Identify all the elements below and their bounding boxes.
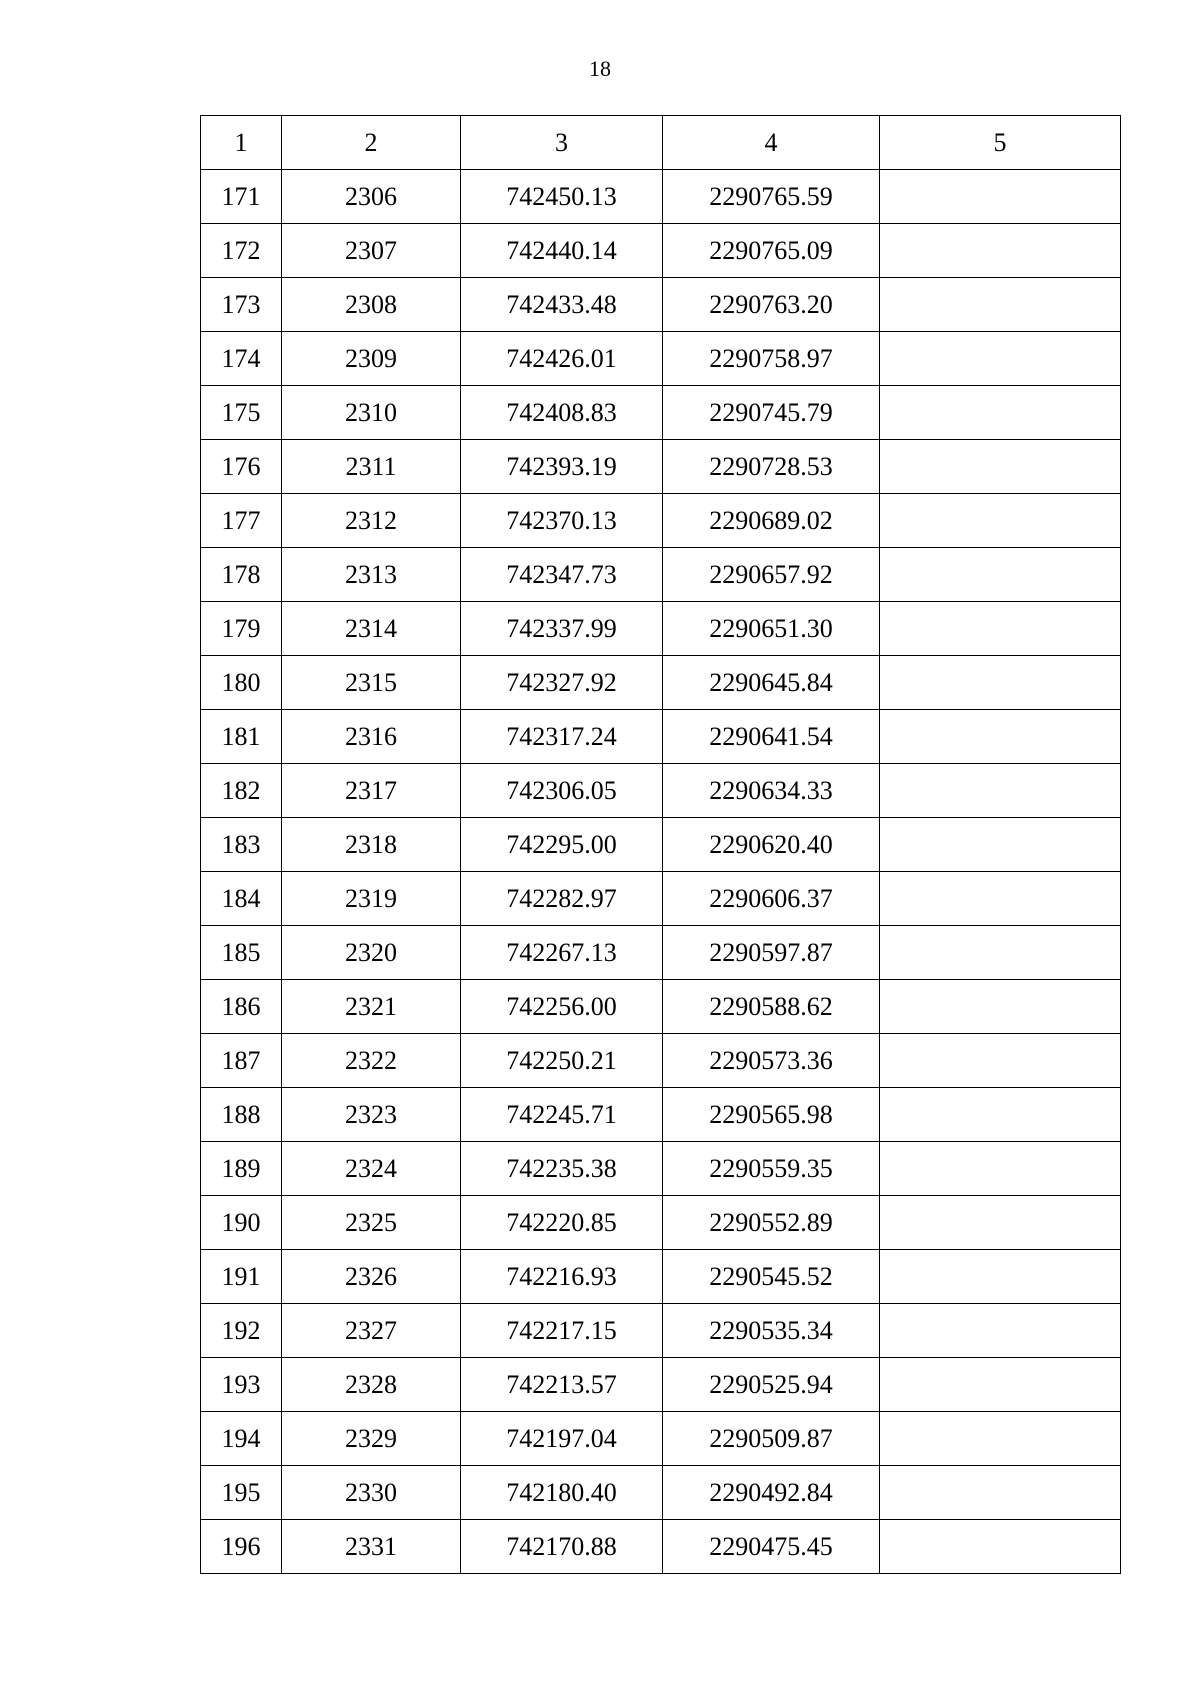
table-cell: 2327 [282, 1304, 461, 1358]
table-cell: 171 [201, 170, 282, 224]
table-row [201, 278, 1121, 332]
table-cell: 180 [201, 656, 282, 710]
table-cell [880, 1412, 1121, 1466]
table-cell [880, 764, 1121, 818]
table-cell [880, 1304, 1121, 1358]
table-cell: 182 [201, 764, 282, 818]
table-cell: 2321 [282, 980, 461, 1034]
table-cell: 2314 [282, 602, 461, 656]
table-cell: 193 [201, 1358, 282, 1412]
table-cell: 2290620.40 [663, 818, 880, 872]
table-row [201, 980, 1121, 1034]
table-cell: 2290728.53 [663, 440, 880, 494]
table-cell: 191 [201, 1250, 282, 1304]
table-cell: 2290765.59 [663, 170, 880, 224]
table-cell: 2290565.98 [663, 1088, 880, 1142]
table-cell: 742217.15 [461, 1304, 663, 1358]
table-cell: 2312 [282, 494, 461, 548]
table-cell: 2290763.20 [663, 278, 880, 332]
table-cell: 2307 [282, 224, 461, 278]
table-row [201, 710, 1121, 764]
table-cell: 186 [201, 980, 282, 1034]
table-row [201, 170, 1121, 224]
table-cell [880, 602, 1121, 656]
table-cell: 2290559.35 [663, 1142, 880, 1196]
table-cell [880, 710, 1121, 764]
table-cell: 2313 [282, 548, 461, 602]
table-row [201, 764, 1121, 818]
table-cell: 742426.01 [461, 332, 663, 386]
table-cell: 188 [201, 1088, 282, 1142]
column-header: 5 [880, 116, 1121, 170]
table-cell: 2308 [282, 278, 461, 332]
table-cell: 2309 [282, 332, 461, 386]
table-cell: 174 [201, 332, 282, 386]
table-cell [880, 818, 1121, 872]
table-cell [880, 278, 1121, 332]
table-cell: 172 [201, 224, 282, 278]
table-row [201, 1250, 1121, 1304]
table-row [201, 1196, 1121, 1250]
table-cell [880, 1196, 1121, 1250]
table-cell [880, 926, 1121, 980]
table-cell: 2290689.02 [663, 494, 880, 548]
table-cell: 742347.73 [461, 548, 663, 602]
table-row [201, 1466, 1121, 1520]
table-cell [880, 440, 1121, 494]
column-header: 1 [201, 116, 282, 170]
table-cell: 185 [201, 926, 282, 980]
table-cell: 2290745.79 [663, 386, 880, 440]
table-cell [880, 1034, 1121, 1088]
table-cell: 2311 [282, 440, 461, 494]
page-number: 18 [589, 56, 611, 81]
table-cell: 2317 [282, 764, 461, 818]
table-cell: 742337.99 [461, 602, 663, 656]
table-cell: 742256.00 [461, 980, 663, 1034]
table-row [201, 926, 1121, 980]
table-cell: 2290606.37 [663, 872, 880, 926]
table-cell: 742216.93 [461, 1250, 663, 1304]
table-cell: 742433.48 [461, 278, 663, 332]
table-cell [880, 170, 1121, 224]
table-row [201, 872, 1121, 926]
table-cell: 742220.85 [461, 1196, 663, 1250]
table-cell: 2331 [282, 1520, 461, 1574]
table-cell: 742393.19 [461, 440, 663, 494]
table-cell: 2290525.94 [663, 1358, 880, 1412]
table-cell [880, 656, 1121, 710]
table-cell [880, 1088, 1121, 1142]
table-cell: 2320 [282, 926, 461, 980]
table-cell: 195 [201, 1466, 282, 1520]
table-cell: 2290573.36 [663, 1034, 880, 1088]
table-cell: 2290475.45 [663, 1520, 880, 1574]
table-cell: 742408.83 [461, 386, 663, 440]
table-body [201, 170, 1121, 1574]
table-cell: 2326 [282, 1250, 461, 1304]
table-cell [880, 386, 1121, 440]
table-cell: 2290765.09 [663, 224, 880, 278]
table-cell: 742317.24 [461, 710, 663, 764]
table-row [201, 1304, 1121, 1358]
table-row [201, 1088, 1121, 1142]
table-cell: 742197.04 [461, 1412, 663, 1466]
table-cell: 2316 [282, 710, 461, 764]
table-cell: 2330 [282, 1466, 461, 1520]
table-cell: 742250.21 [461, 1034, 663, 1088]
table-cell: 194 [201, 1412, 282, 1466]
table-cell: 742180.40 [461, 1466, 663, 1520]
table-cell: 2323 [282, 1088, 461, 1142]
table-cell [880, 1250, 1121, 1304]
table-cell: 2325 [282, 1196, 461, 1250]
table-cell: 742213.57 [461, 1358, 663, 1412]
table-header-row [201, 116, 1121, 170]
table-row [201, 602, 1121, 656]
table-row [201, 494, 1121, 548]
table-cell [880, 872, 1121, 926]
table-cell [880, 224, 1121, 278]
table-cell: 742450.13 [461, 170, 663, 224]
table-row [201, 1358, 1121, 1412]
table-cell: 175 [201, 386, 282, 440]
table-cell: 184 [201, 872, 282, 926]
table-row [201, 1034, 1121, 1088]
table-cell: 187 [201, 1034, 282, 1088]
table-row [201, 548, 1121, 602]
table-cell [880, 980, 1121, 1034]
table-cell: 742306.05 [461, 764, 663, 818]
table-cell: 742440.14 [461, 224, 663, 278]
table-cell: 2324 [282, 1142, 461, 1196]
table-cell [880, 494, 1121, 548]
table-cell: 2290657.92 [663, 548, 880, 602]
table-cell: 196 [201, 1520, 282, 1574]
column-header: 3 [461, 116, 663, 170]
column-header: 4 [663, 116, 880, 170]
table-cell: 176 [201, 440, 282, 494]
column-header: 2 [282, 116, 461, 170]
table-cell: 2310 [282, 386, 461, 440]
table-cell: 2290758.97 [663, 332, 880, 386]
table-cell: 742295.00 [461, 818, 663, 872]
table-cell: 2319 [282, 872, 461, 926]
table-cell: 189 [201, 1142, 282, 1196]
table-cell: 177 [201, 494, 282, 548]
table-cell: 2290588.62 [663, 980, 880, 1034]
table-row [201, 1142, 1121, 1196]
table-cell: 2290651.30 [663, 602, 880, 656]
table-cell: 742170.88 [461, 1520, 663, 1574]
table-cell: 2290641.54 [663, 710, 880, 764]
table-row [201, 332, 1121, 386]
table-row [201, 1412, 1121, 1466]
table-cell: 2290552.89 [663, 1196, 880, 1250]
table-cell: 181 [201, 710, 282, 764]
table-cell [880, 1520, 1121, 1574]
table-cell: 173 [201, 278, 282, 332]
table-cell: 190 [201, 1196, 282, 1250]
table-cell [880, 1466, 1121, 1520]
table-cell: 2290535.34 [663, 1304, 880, 1358]
table-cell: 2322 [282, 1034, 461, 1088]
table-row [201, 656, 1121, 710]
table-cell: 178 [201, 548, 282, 602]
table-cell: 742235.38 [461, 1142, 663, 1196]
table-cell: 179 [201, 602, 282, 656]
table-row [201, 1520, 1121, 1574]
table-cell: 2328 [282, 1358, 461, 1412]
table-cell [880, 332, 1121, 386]
table-cell: 2290645.84 [663, 656, 880, 710]
table-cell: 742327.92 [461, 656, 663, 710]
table-cell: 2290597.87 [663, 926, 880, 980]
table-row [201, 386, 1121, 440]
table-cell [880, 1358, 1121, 1412]
table-cell [880, 1142, 1121, 1196]
table-cell: 2290509.87 [663, 1412, 880, 1466]
table-cell: 2290634.33 [663, 764, 880, 818]
table-cell: 183 [201, 818, 282, 872]
table-cell: 2290492.84 [663, 1466, 880, 1520]
table-cell: 2315 [282, 656, 461, 710]
table-cell: 2318 [282, 818, 461, 872]
table-cell: 192 [201, 1304, 282, 1358]
table-cell: 742282.97 [461, 872, 663, 926]
table-cell: 2306 [282, 170, 461, 224]
table-cell: 2290545.52 [663, 1250, 880, 1304]
table-cell [880, 548, 1121, 602]
table-cell: 2329 [282, 1412, 461, 1466]
table-cell: 742370.13 [461, 494, 663, 548]
table-row [201, 818, 1121, 872]
coordinates-table [200, 115, 1121, 1574]
table-row [201, 224, 1121, 278]
table-row [201, 440, 1121, 494]
table-cell: 742245.71 [461, 1088, 663, 1142]
table-cell: 742267.13 [461, 926, 663, 980]
